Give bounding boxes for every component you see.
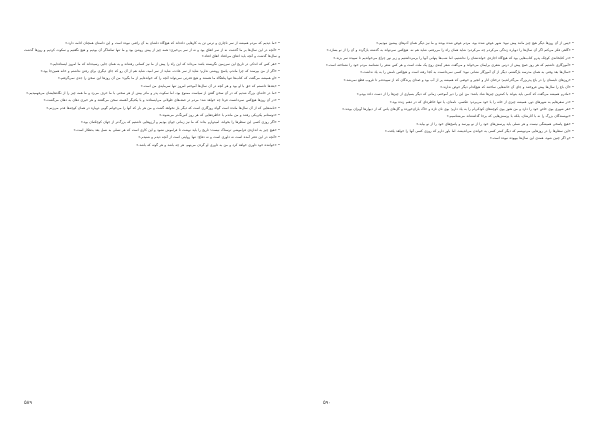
paragraph: • «اگر از من بپرسند که چرا ماندم، پاسخ روشنی ندارم؛ شاید از سر عادت، شاید از سر امید، شاید هم از آن رو که جای دیگری برای رفتن نداشتم و خانه همین‌جا بود.»: [40, 69, 280, 74]
paragraph: • «خواننده خود داوری خواهد کرد و من به داوری او گردن می‌نهم، هر چه باشد و هر گونه که باشد.»: [136, 142, 280, 147]
paragraph: • «بعدها دانستم که حق با او بود و هر آنچه در آن سال‌ها آموختم امروز تنها سرمایه‌ی من است.»: [140, 83, 280, 88]
paragraph: • «سال‌ها بعد وقتی به همان مدرسه بازگشتم، دیگر از آن آموزگار نشانی نبود؛ کسی نمی‌دانست به کجا رفته است و هیچ‌کس نامش را به یاد نداشت.»: [360, 70, 574, 75]
paragraph: • «گاهی فکر می‌کنم اگر آن سال‌ها را دوباره زندگی می‌کردم چه می‌کردم؛ شاید همان راه را می‌رفتم، شاید هم نه. هیچ‌کس نمی‌تواند به گذشته بازگردد و آن را از نو بسازد.»: [326, 48, 574, 53]
paragraph: • «آن باغ را سال‌ها پیش فروختند و جای آن خانه‌هایی ساختند که هیچ‌کدام دیگر حوض ندارند.»: [440, 85, 574, 90]
left-page-number: ۵۸۹: [24, 400, 33, 406]
paragraph: • «در کتابخانه‌ی کوچک پدرم کتاب‌هایی بود که هیچ‌گاه اجازه‌ی خواندنشان را نداشتیم، اما شب‌ها پنهانی آنها را برمی‌داشتیم و زیر نور چراغ می‌خواندیم تا سپیده سر بزند.»: [333, 55, 574, 60]
paragraph: • «نامه‌هایی که از آن سال‌ها مانده است گواه روزگاری است که دیگر باز نخواهد گشت و من هر بار که آنها را می‌خوانم گویی دوباره در همان کوچه‌ها قدم می‌زنم.»: [46, 105, 280, 110]
paragraph: • «او همیشه می‌گفت که کتاب‌ها تنها پناهگاه ما هستند و هیچ قدرتی نمی‌تواند آنچه را که خوانده‌ایم از ما بگیرد؛ من آن روزها این سخن را جدی نمی‌گرفتم.»: [57, 76, 280, 81]
paragraph: • «دوستانم یکی‌یکی رفتند و من ماندم با خاطره‌هایی که هر روز کم‌رنگ‌تر می‌شوند.»: [159, 113, 280, 118]
paragraph: • «آنچه در این سال‌ها بر ما گذشت نه از سر اتفاق بود و نه از سر بی‌خبری؛ همه چیز از پیش روشن بود و ما تنها تماشاگر آن بودیم و هیچ نگفتیم و سکوت کردیم و روزها گذشت و سال‌ها گذشت و آنچه باید اتفاق می‌افتاد اتفاق افتاد.»: [24, 48, 280, 59]
paragraph: • «آنچه در این دفتر آمده است نه داوری است و نه دفاع؛ تنها روایتی است از آنچه دیدم و شنیدم.»: [138, 135, 280, 140]
paragraph: • «هیچ پاسخی همیشگی نیست و هر نسلی باید پرسش‌های خود را از نو بپرسد و پاسخ‌های خود را از نو بیابد.»: [416, 121, 574, 126]
right-page-number: ۵۹۰: [323, 400, 332, 406]
paragraph: • «روزهای تابستان را در باغ پدربزرگ می‌گذراندیم؛ درختان انار و انجیر و حوضی که همیشه پر از آب بود و صدای پرندگان که از سپیده‌دم تا غروب قطع نمی‌شد.»: [343, 77, 574, 82]
paragraph: • «ما دیدیم که مردم همیشه از سر ناچاری و ترس تن به کارهایی داده‌اند که هیچ‌گاه دلشان به آن راضی نبوده است و این داستان همچنان ادامه دارد.»: [65, 41, 280, 45]
paragraph: • «هر کس که اندکی در تاریخ این سرزمین نگریسته باشد می‌داند که این راه را پیش از ما نیز کسانی رفته‌اند و به همان جایی رسیده‌اند که ما امروز ایستاده‌ایم.»: [49, 61, 280, 66]
paragraph: • «اگر روزی کسی این سطرها را بخواند، امیدوارم بداند که ما نیز زمانی جوان بودیم و آرزوهایی داشتیم که بزرگ‌تر از جهان کوچکمان بود.»: [80, 120, 280, 125]
paragraph: • «هر شهری بوی خاص خود را دارد و من هنوز بوی کوچه‌های کودکی‌ام را به یاد دارم؛ بوی نان تازه و خاک باران‌خورده و گل‌های یاس که از دیوارها آویزان بودند.»: [342, 107, 574, 112]
right-page: [318, 40, 574, 395]
paragraph: • «این سطرها را در روزهایی می‌نویسم که دیگر کمتر کسی به خواندن می‌اندیشد، اما باور دارم که روزی کسی آنها را خواهد یافت.»: [384, 129, 574, 134]
paragraph: • «نویسندگان بزرگ را نه با آثارشان، بلکه با پرسش‌هایی که برجا گذاشته‌اند می‌شناسیم.»: [446, 114, 574, 119]
paragraph: • «در آن روزها هیچ‌کس نمی‌دانست فردا چه خواهد شد؛ مردم در صف‌های طولانی می‌ایستادند و با یکدیگر آهسته سخن می‌گفتند و هر خبری دهان به دهان می‌گشت.»: [43, 98, 280, 103]
paragraph: • «آموزگاری داشتیم که هر روز صبح پیش از درس شعری برایمان می‌خواند و می‌گفت شعر آینه‌ی روح یک ملت است و هر کس شعر را نشناسد مردم خود را نشناخته است.»: [325, 63, 574, 68]
paragraph: • «هیچ چیز به اندازه‌ی فراموشی ترسناک نیست؛ تاریخ را باید نوشت تا فراموش نشود و این کاری است که هر نسلی به نسل بعد بدهکار است.»: [73, 127, 280, 132]
paragraph: • «پس از آن روزها دیگر هیچ چیز مانند پیش نبود؛ شهر عوض شده بود، مردم عوض شده بودند و ما نیز دیگر همان آدم‌های پیشین نبودیم.»: [376, 41, 574, 45]
paragraph: • «در سفرهایم به شهرهای دور، همیشه چیزی از خانه را با خود می‌بردم: عکسی، نامه‌ای، یا تنها خاطره‌ای که در ذهنم زنده بود.»: [389, 99, 574, 104]
paragraph: • «مادرم همیشه می‌گفت که آدمی باید بتواند با کمترین چیزها شاد باشد؛ من این را دیر آموختم، زمانی که دیگر بسیاری از چیزها را از دست داده بودم.»: [356, 92, 574, 97]
left-page: [24, 40, 280, 395]
paragraph: • «ما در خانه‌ای بزرگ شدیم که در آن سخن گفتن از سیاست ممنوع بود، اما سکوت پدر و مادر بیش از هر سخنی با ما حرف می‌زد و ما همه چیز را از نگاه‌هایشان می‌فهمیدیم.»: [26, 91, 280, 96]
paragraph: • «و اگر چنین شود، همه‌ی این سال‌ها بیهوده نبوده است.»: [489, 136, 574, 141]
